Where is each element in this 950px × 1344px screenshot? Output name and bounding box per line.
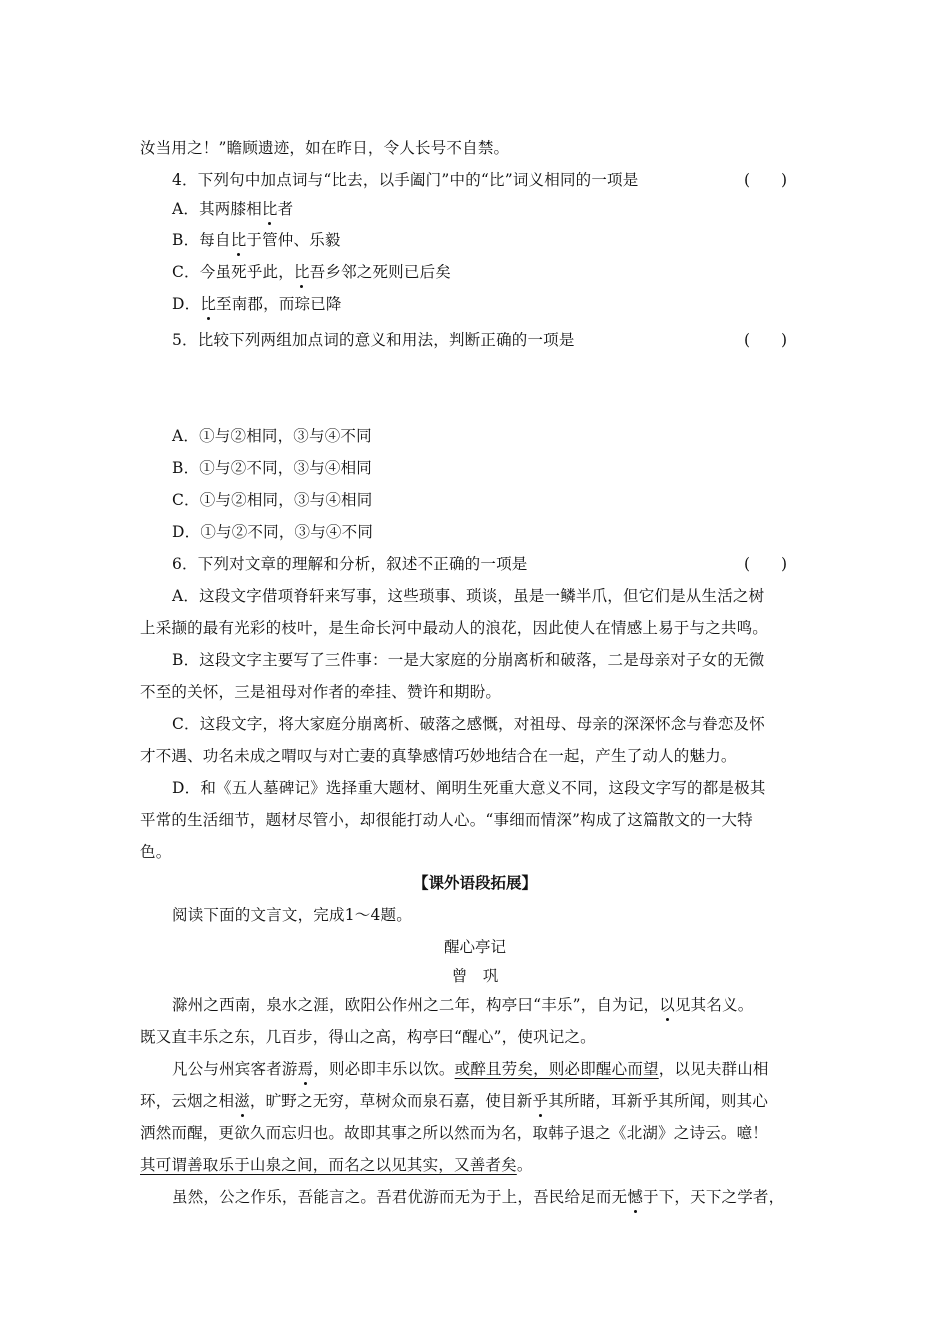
passage-text: 。 bbox=[516, 1156, 533, 1174]
option-6d-line3: 色。 bbox=[140, 843, 172, 861]
paragraph-2-line2 bbox=[140, 1090, 768, 1112]
passage-text: ，以见夫群山相 bbox=[658, 1060, 769, 1078]
dotted-word: 滋 bbox=[234, 1092, 250, 1110]
option-text: 吾乡邻之死则已后矣 bbox=[309, 263, 451, 281]
underlined-sentence: 其可谓善取乐于山泉之间，而名之以见其实，又善者矣 bbox=[140, 1156, 517, 1174]
passage-text: 环，云烟之相 bbox=[140, 1092, 235, 1110]
option-4a bbox=[172, 198, 293, 220]
option-text: C．今虽死乎此， bbox=[172, 263, 294, 281]
passage-text: 滁州之西南，泉水之涯，欧阳公作州之二年，构亭曰“丰乐”，自为记， bbox=[172, 996, 660, 1014]
option-text: 至南郡，而琮已降 bbox=[216, 295, 342, 313]
underlined-sentence: 或醉且劳矣，则必即醒心而望 bbox=[454, 1060, 659, 1078]
passage-text: ，旷野之无穷，草树众而泉石嘉，使目新 bbox=[249, 1092, 533, 1110]
text-line: 汝当用之！”瞻顾遗迹，如在昨日，令人长号不自禁。 bbox=[140, 139, 510, 157]
option-6c-line2: 才不遇、功名未成之喟叹与对亡妻的真挚感情巧妙地结合在一起，产生了动人的魅力。 bbox=[140, 747, 737, 765]
essay-author: 曾 巩 bbox=[451, 967, 499, 985]
dotted-word: 比 bbox=[261, 200, 278, 218]
dotted-word: 焉 bbox=[297, 1060, 314, 1078]
option-6a-line2: 上采撷的最有光彩的枝叶，是生命长河中最动人的浪花，因此使人在情感上易于与之共鸣。 bbox=[140, 619, 769, 637]
option-4c bbox=[172, 261, 451, 283]
passage-text: 其所睹，耳新乎其所闻，则其心 bbox=[548, 1092, 769, 1110]
passage-text: 见其名义。 bbox=[674, 996, 754, 1014]
option-text: B．每自 bbox=[172, 231, 231, 249]
dotted-word: 比 bbox=[200, 295, 217, 313]
dotted-word: 比 bbox=[230, 231, 247, 249]
dotted-word: 乎 bbox=[532, 1092, 549, 1110]
option-4d bbox=[172, 293, 342, 315]
option-text: 者 bbox=[277, 200, 294, 218]
question-6: 6．下列对文章的理解和分析，叙述不正确的一项是 bbox=[172, 555, 528, 573]
option-6d-line1: D．和《五人墓碑记》选择重大题材、阐明生死重大意义不同，这段文字写的都是极其 bbox=[172, 779, 766, 797]
paragraph-1-line1 bbox=[172, 994, 753, 1016]
option-text: 于管仲、乐毅 bbox=[246, 231, 341, 249]
paragraph-2-line3: 洒然而醒，更欲久而忘归也。故即其事之所以然而为名，取韩子退之《北湖》之诗云。噫！ bbox=[140, 1124, 769, 1142]
paragraph-2-line1 bbox=[172, 1058, 769, 1080]
answer-bracket: ( ) bbox=[744, 331, 788, 349]
option-5d: D．①与②不同，③与④不同 bbox=[172, 523, 374, 541]
question-5: 5．比较下列两组加点词的意义和用法，判断正确的一项是 bbox=[172, 331, 575, 349]
section-heading: 【课外语段拓展】 bbox=[412, 873, 537, 892]
passage-text: 虽然，公之作乐，吾能言之。吾君优游而无为于上，吾民给足而无 bbox=[172, 1188, 628, 1206]
option-6a-line1: A．这段文字借项脊轩来写事，这些琐事、琐谈，虽是一鳞半爪，但它们是从生活之树 bbox=[172, 587, 765, 605]
answer-bracket: ( ) bbox=[744, 555, 788, 573]
essay-title: 醒心亭记 bbox=[443, 938, 506, 956]
question-4: 4．下列句中加点词与“比去，以手阖门”中的“比”词义相同的一项是 bbox=[172, 171, 639, 189]
dotted-word: 以 bbox=[659, 996, 675, 1014]
option-5b: B．①与②不同，③与④相同 bbox=[172, 459, 372, 477]
option-text: A．其两膝相 bbox=[172, 200, 262, 218]
answer-bracket: ( ) bbox=[744, 171, 788, 189]
passage-text: 于下，天下之学者， bbox=[643, 1188, 785, 1206]
passage-text: ，则必即丰乐以饮。 bbox=[313, 1060, 455, 1078]
option-6b-line1: B．这段文字主要写了三件事：一是大家庭的分崩离析和破落，二是母亲对子女的无微 bbox=[172, 651, 765, 669]
option-5c: C．①与②相同，③与④相同 bbox=[172, 491, 373, 509]
option-6c-line1: C．这段文字，将大家庭分崩离析、破落之感慨，对祖母、母亲的深深怀念与眷恋及怀 bbox=[172, 715, 765, 733]
instruction: 阅读下面的文言文，完成1～4题。 bbox=[172, 906, 412, 924]
option-4b bbox=[172, 229, 341, 251]
paragraph-2-line4 bbox=[140, 1154, 533, 1176]
option-6d-line2: 平常的生活细节，题材尽管小，却很能打动人心。“事细而情深”构成了这篇散文的一大特 bbox=[140, 811, 753, 829]
option-5a: A．①与②相同，③与④不同 bbox=[172, 427, 372, 445]
passage-text: 凡公与州宾客者游 bbox=[172, 1060, 298, 1078]
option-text: D． bbox=[172, 295, 201, 313]
dotted-word: 憾 bbox=[627, 1188, 644, 1206]
option-6b-line2: 不至的关怀，三是祖母对作者的牵挂、赞许和期盼。 bbox=[140, 683, 502, 701]
dotted-word: 比 bbox=[293, 263, 310, 281]
paragraph-3-line1 bbox=[172, 1186, 784, 1208]
paragraph-1-line2: 既又直丰乐之东，几百步，得山之高，构亭曰“醒心”，使巩记之。 bbox=[140, 1028, 596, 1046]
